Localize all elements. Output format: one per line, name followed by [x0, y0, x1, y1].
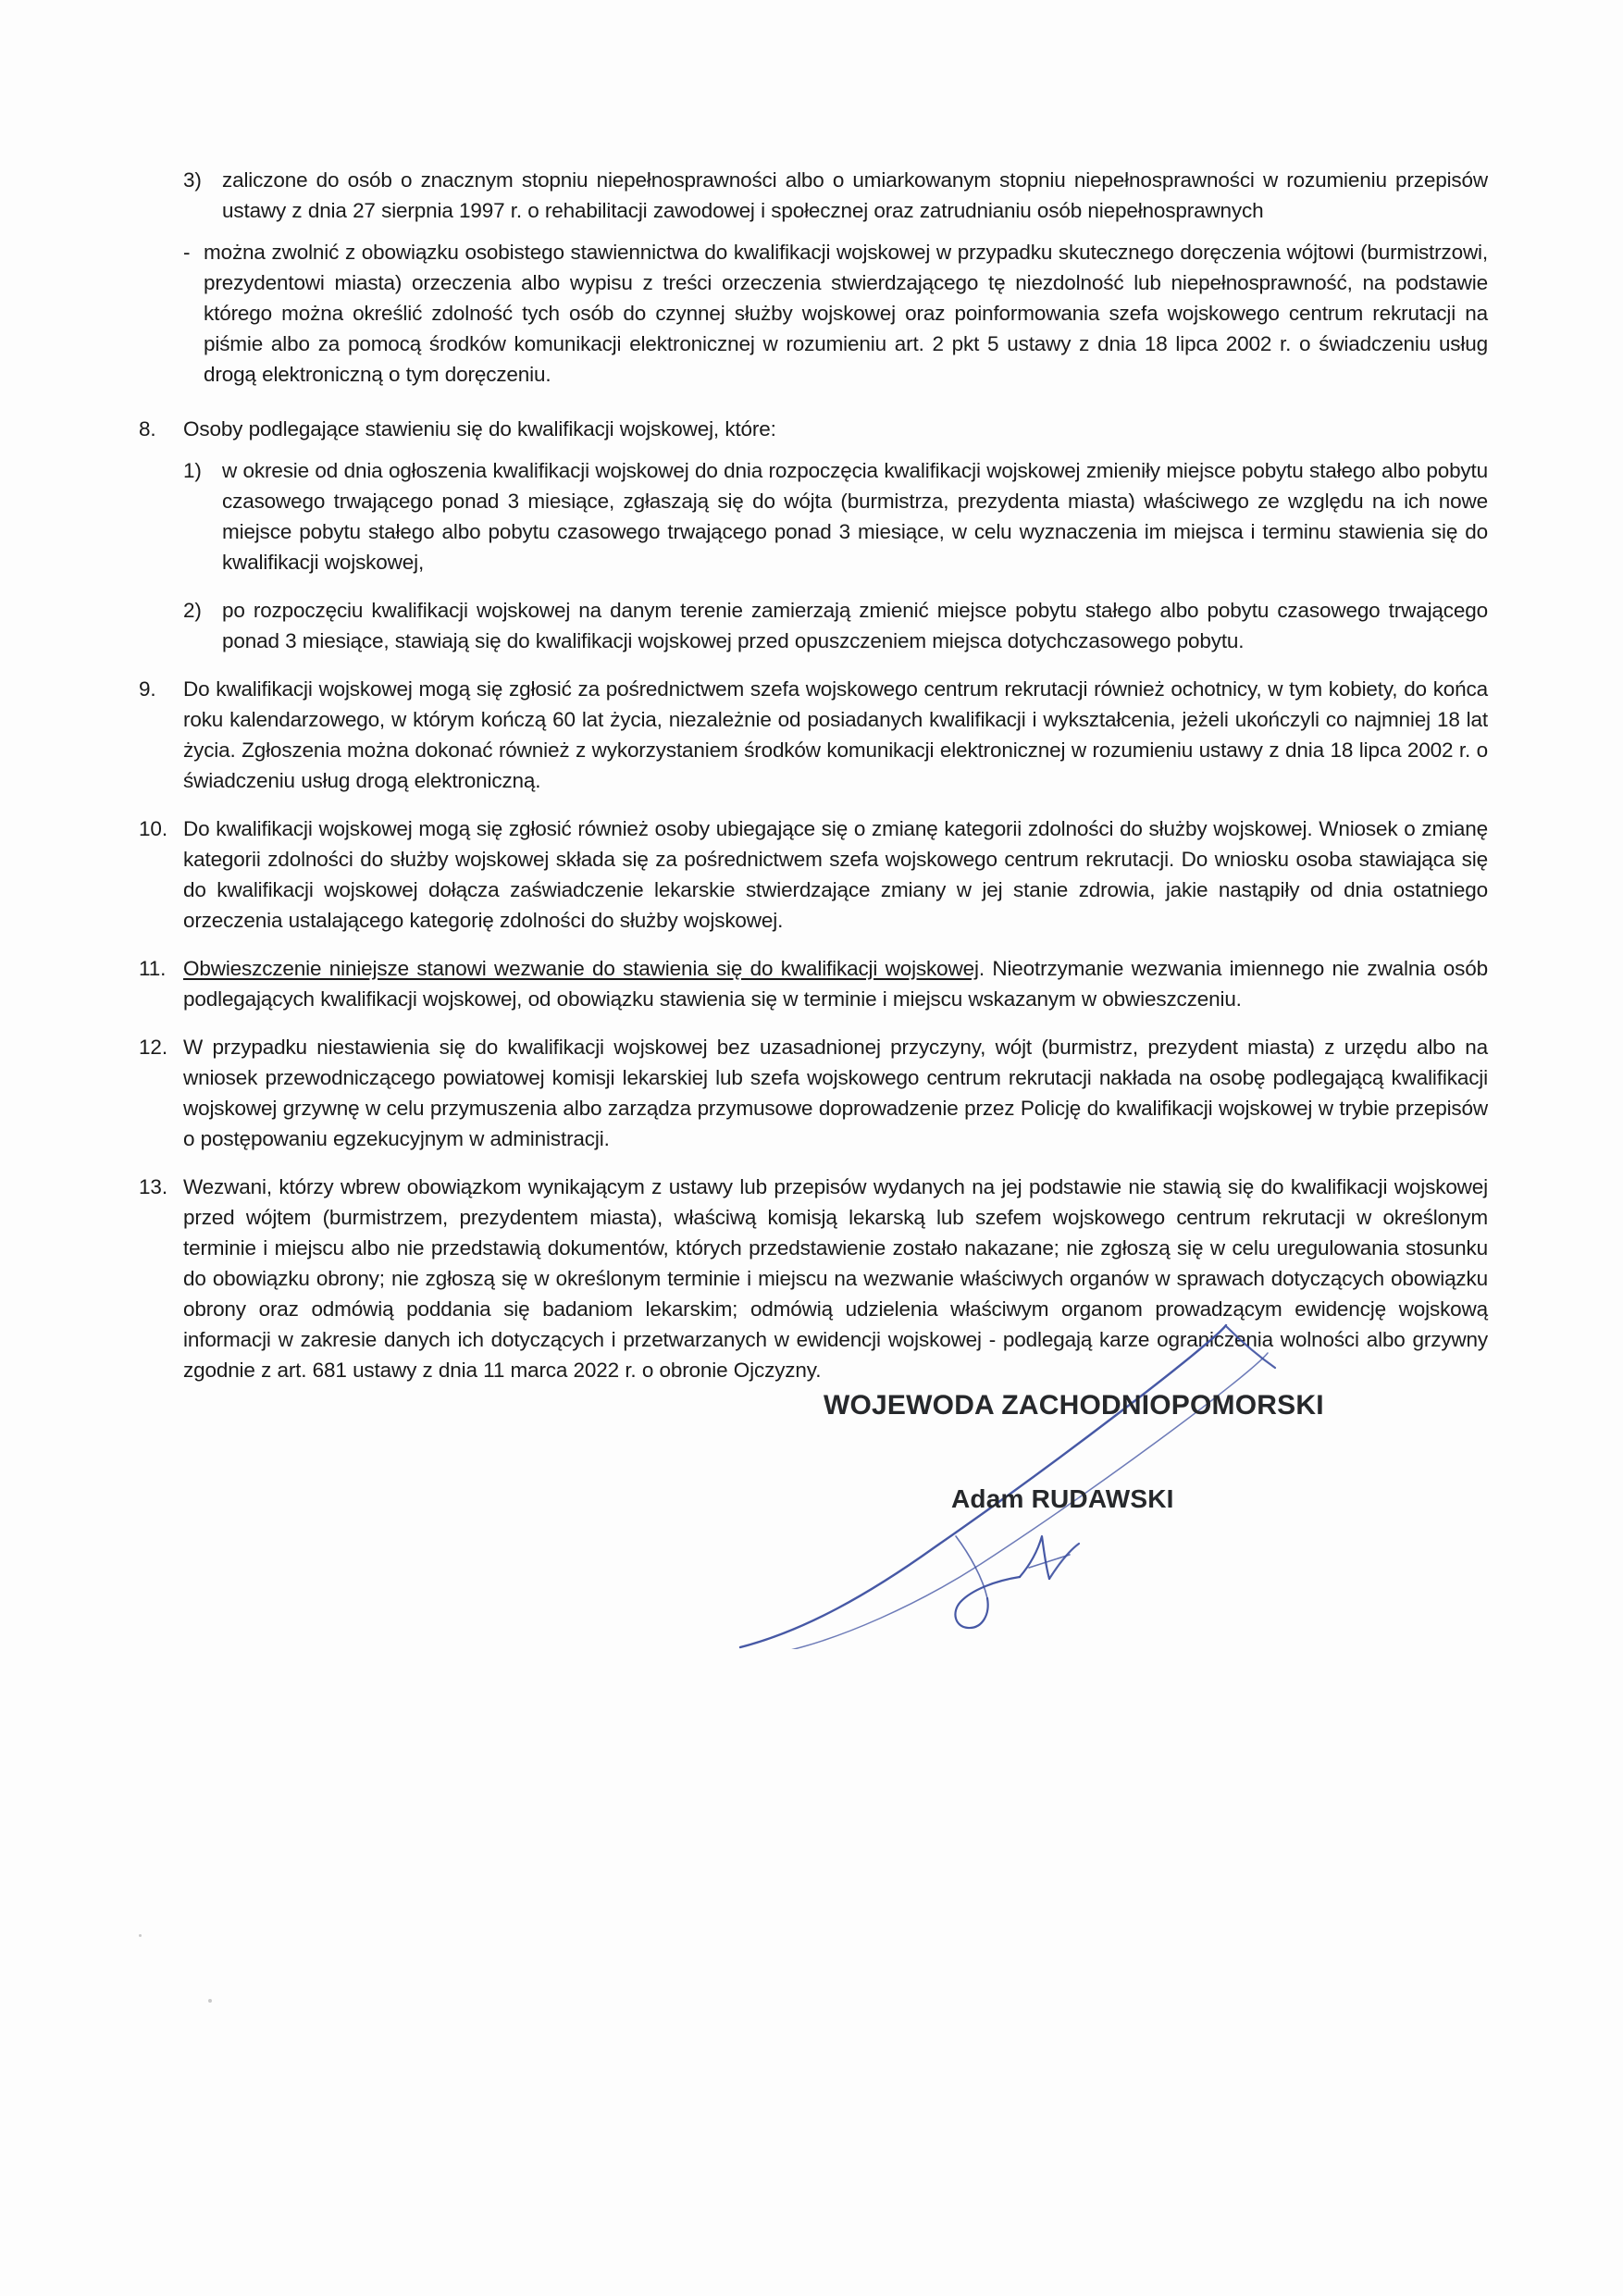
- list-marker: 11.: [139, 957, 167, 980]
- list-item-dash: [183, 237, 1488, 390]
- scan-speck: [208, 1999, 212, 2003]
- list-item-text: Do kwalifikacji wojskowej mogą się zgłosić za pośrednictwem szefa wojskowego centrum rekrutacji również ochotnicy, w tym kobiety, do końca roku kalendarzowego, w którym kończą 60 lat życia, niezależnie od posiadanych kwalifikacji i wykształcenia, jeżeli ukończyli co najmniej 18 lat życia. Zgłoszenia można dokonać również z wykorzystaniem środków komunikacji elektronicznej w rozumieniu ustawy z dnia 18 lipca 2002 r. o świadczeniu usług drogą elektroniczną.: [183, 677, 1488, 792]
- list-marker: 3): [183, 168, 202, 192]
- handwritten-signature-icon: [657, 1316, 1360, 1649]
- list-marker: 9.: [139, 677, 156, 701]
- list-item: [139, 1032, 1488, 1154]
- list-item-text: Wezwani, którzy wbrew obowiązkom wynikającym z ustawy lub przepisów wydanych na jej podstawie nie stawią się do kwalifikacji wojskowej przed wójtem (burmistrzem, prezydentem miasta), właściwą komisją lekarską lub szefem wojskowego centrum rekrutacji w określonym terminie i miejscu albo nie przedstawią dokumentów, których przedstawienie zostało nakazane; nie zgłoszą się w celu uregulowania stosunku do obowiązku obrony; nie zgłoszą się w określonym terminie i miejscu na wezwanie właściwych organów w sprawach dotyczących obowiązku obrony oraz odmówią poddania się badaniom lekarskim; odmówią udzielenia właściwym organom prowadzącym ewidencję wojskową informacji w zakresie danych ich dotyczących i przetwarzanych w ewidencji wojskowej - podlegają karze ograniczenia wolności albo grzywny zgodnie z art. 681 ustawy z dnia 11 marca 2022 r. o obronie Ojczyzny.: [183, 1175, 1488, 1382]
- list-item-text-rest: . Nieotrzymanie wezwania imiennego nie zwalnia osób podlegających kwalifikacji wojskowej, od obowiązku stawienia się w terminie i miejscu wskazanym w obwieszczeniu.: [183, 957, 1488, 1011]
- list-item-text: można zwolnić z obowiązku osobistego stawiennictwa do kwalifikacji wojskowej w przypadku skutecznego doręczenia wójtowi (burmistrzowi, prezydentowi miasta) orzeczenia albo wypisu z treści orzeczenia stwierdzającego tę niezdolność lub niepełnosprawność, na podstawie którego można określić zdolność tych osób do czynnej służby wojskowej oraz poinformowania szefa wojskowego centrum rekrutacji na piśmie albo za pomocą środków komunikacji elektronicznej w rozumieniu art. 2 pkt 5 ustawy z dnia 18 lipca 2002 r. o świadczeniu usług drogą elektroniczną o tym doręczeniu.: [204, 241, 1488, 386]
- list-item: [139, 674, 1488, 796]
- list-marker: 1): [183, 459, 202, 482]
- list-item-text: [183, 953, 1488, 1014]
- list-item: [183, 595, 1488, 656]
- list-item: [139, 813, 1488, 936]
- list-item-text: Osoby podlegające stawieniu się do kwalifikacji wojskowej, które:: [183, 417, 776, 441]
- document-body: [139, 165, 1488, 1513]
- list-item-text: Do kwalifikacji wojskowej mogą się zgłosić również osoby ubiegające się o zmianę kategorii zdolności do służby wojskowej. Wniosek o zmianę kategorii zdolności do służby wojskowej składa się za pośrednictwem szefa wojskowego centrum rekrutacji. Do wniosku osoba stawiająca się do kwalifikacji wojskowej dołącza zaświadczenie lekarskie stwierdzające zmiany w jej stanie zdrowia, jakie nastąpiły od dnia ostatniego orzeczenia ustalającego kategorię zdolności do służby wojskowej.: [183, 817, 1488, 932]
- list-marker: 10.: [139, 817, 167, 840]
- list-item: [183, 455, 1488, 577]
- list-item: [139, 414, 1488, 444]
- signature-name: Adam RUDAWSKI: [951, 1484, 1174, 1513]
- list-item-text: po rozpoczęciu kwalifikacji wojskowej na danym terenie zamierzają zmienić miejsce pobytu stałego albo pobytu czasowego trwającego ponad 3 miesiące, stawiają się do kwalifikacji wojskowej przed opuszczeniem miejsca dotychczasowego pobytu.: [222, 599, 1488, 652]
- underlined-lead: Obwieszczenie niniejsze stanowi wezwanie do stawienia się do kwalifikacji wojskowej: [183, 957, 979, 980]
- scan-speck: [139, 1934, 142, 1937]
- list-item: [183, 165, 1488, 226]
- list-item-text: zaliczone do osób o znacznym stopniu niepełnosprawności albo o umiarkowanym stopniu niepełnosprawności w rozumieniu przepisów ustawy z dnia 27 sierpnia 1997 r. o rehabilitacji zawodowej i społecznej oraz zatrudnianiu osób niepełnosprawnych: [222, 168, 1488, 222]
- list-item-text: W przypadku niestawienia się do kwalifikacji wojskowej bez uzasadnionej przyczyny, wójt (burmistrz, prezydent miasta) z urzędu albo na wniosek przewodniczącego powiatowej komisji lekarskiej lub szefa wojskowego centrum rekrutacji nakłada na osobę podlegającą kwalifikacji wojskowej grzywnę w celu przymuszenia albo zarządza przymusowe doprowadzenie przez Policję do kwalifikacji wojskowej w trybie przepisów o postępowaniu egzekucyjnym w administracji.: [183, 1036, 1488, 1150]
- signature-block: [139, 1316, 1488, 1649]
- list-marker: 8.: [139, 417, 156, 441]
- list-marker: 2): [183, 599, 202, 622]
- list-item-text: w okresie od dnia ogłoszenia kwalifikacji wojskowej do dnia rozpoczęcia kwalifikacji wojskowej zmieniły miejsce pobytu stałego albo pobytu czasowego trwającego ponad 3 miesiące, zgłaszają się do wójta (burmistrza, prezydenta miasta) właściwego ze względu na ich nowe miejsce pobytu stałego albo pobytu czasowego trwającego ponad 3 miesiące, w celu wyznaczenia im miejsca i terminu stawienia się do kwalifikacji wojskowej,: [222, 459, 1488, 574]
- list-marker: 13.: [139, 1175, 167, 1198]
- dash-marker: -: [183, 241, 191, 264]
- list-item: [139, 953, 1488, 1014]
- signature-title: WOJEWODA ZACHODNIOPOMORSKI: [824, 1390, 1324, 1421]
- list-marker: 12.: [139, 1036, 167, 1059]
